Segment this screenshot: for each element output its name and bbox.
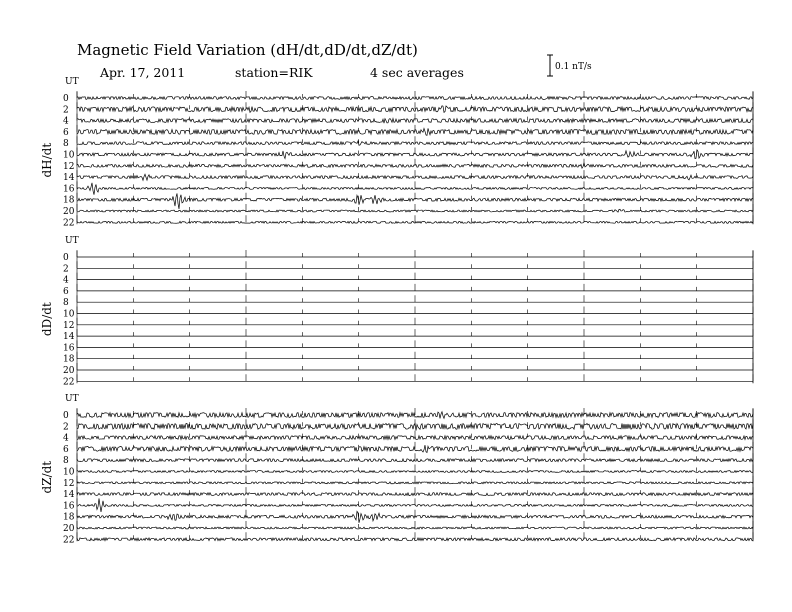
trace-row bbox=[63, 442, 753, 455]
hour-tick-label: 22 bbox=[63, 377, 75, 388]
hour-tick-label: 10 bbox=[63, 467, 75, 478]
hour-tick-label: 6 bbox=[63, 127, 69, 138]
hour-tick-label: 0 bbox=[63, 253, 69, 263]
trace-row bbox=[63, 352, 753, 365]
panel-ylabel: dD/dt bbox=[40, 302, 54, 337]
trace-row bbox=[63, 307, 753, 320]
hour-tick-label: 8 bbox=[63, 298, 69, 309]
trace-row bbox=[63, 465, 753, 478]
ut-axis-label: UT bbox=[65, 394, 79, 404]
hour-tick-label: 8 bbox=[63, 139, 69, 150]
station-label: station=RIK bbox=[235, 65, 313, 80]
scale-bar bbox=[547, 55, 592, 76]
hour-tick-label: 0 bbox=[63, 411, 69, 421]
trace-line bbox=[77, 423, 753, 430]
trace-row bbox=[63, 498, 753, 512]
hour-tick-label: 4 bbox=[63, 116, 69, 127]
hour-tick-label: 18 bbox=[63, 195, 75, 206]
hour-tick-label: 6 bbox=[63, 444, 69, 455]
trace-row bbox=[63, 453, 753, 466]
trace-row bbox=[63, 476, 753, 489]
hour-tick-label: 8 bbox=[63, 456, 69, 467]
hour-tick-label: 10 bbox=[63, 309, 75, 320]
trace-row bbox=[63, 284, 753, 297]
trace-line bbox=[77, 436, 753, 440]
hour-tick-label: 20 bbox=[63, 524, 75, 534]
panel-dd-dt bbox=[40, 236, 753, 387]
trace-row bbox=[63, 295, 753, 308]
averaging-label: 4 sec averages bbox=[370, 65, 464, 80]
trace-line bbox=[77, 119, 753, 124]
trace-row bbox=[63, 318, 753, 331]
hour-tick-label: 2 bbox=[63, 264, 69, 275]
trace-row bbox=[63, 159, 753, 172]
ut-axis-label: UT bbox=[65, 77, 79, 87]
hour-tick-label: 2 bbox=[63, 422, 69, 433]
trace-row bbox=[63, 261, 753, 274]
hour-tick-label: 10 bbox=[63, 150, 75, 161]
panel-ylabel: dZ/dt bbox=[40, 460, 54, 494]
hour-tick-label: 14 bbox=[63, 332, 75, 343]
trace-row bbox=[63, 273, 753, 286]
ut-axis-label: UT bbox=[65, 236, 79, 246]
hour-tick-label: 22 bbox=[63, 218, 75, 229]
hour-tick-label: 2 bbox=[63, 105, 69, 116]
trace-row bbox=[63, 374, 753, 387]
date-label: Apr. 17, 2011 bbox=[100, 65, 186, 80]
hour-tick-label: 20 bbox=[63, 207, 75, 217]
hour-tick-label: 12 bbox=[63, 161, 75, 172]
trace-row bbox=[63, 521, 753, 534]
trace-row bbox=[63, 532, 753, 545]
hour-tick-label: 12 bbox=[63, 320, 75, 331]
trace-row bbox=[63, 204, 753, 217]
hour-tick-label: 4 bbox=[63, 433, 69, 444]
hour-tick-label: 16 bbox=[63, 184, 75, 195]
panel-ylabel: dH/dt bbox=[40, 142, 54, 178]
hour-tick-label: 12 bbox=[63, 478, 75, 489]
trace-row bbox=[63, 408, 753, 421]
trace-row bbox=[63, 510, 753, 523]
hour-tick-label: 16 bbox=[63, 343, 75, 354]
scale-bar-label: 0.1 nT/s bbox=[555, 62, 592, 72]
hour-tick-label: 14 bbox=[63, 490, 75, 501]
trace-row bbox=[63, 193, 753, 209]
trace-row bbox=[63, 114, 753, 127]
trace-row bbox=[63, 102, 753, 115]
trace-row bbox=[63, 419, 753, 432]
chart-title: Magnetic Field Variation (dH/dt,dD/dt,dZ/dt) bbox=[77, 41, 418, 59]
trace-row bbox=[63, 125, 753, 138]
trace-row bbox=[63, 487, 753, 500]
hour-tick-label: 6 bbox=[63, 286, 69, 297]
hour-tick-label: 0 bbox=[63, 94, 69, 104]
hour-tick-label: 22 bbox=[63, 535, 75, 546]
hour-tick-label: 4 bbox=[63, 275, 69, 286]
hour-tick-label: 20 bbox=[63, 366, 75, 376]
trace-row bbox=[63, 431, 753, 444]
panel-dz-dt bbox=[40, 394, 753, 545]
panels-group bbox=[40, 77, 753, 545]
hour-tick-label: 18 bbox=[63, 354, 75, 365]
hour-tick-label: 18 bbox=[63, 512, 75, 523]
trace-row bbox=[63, 148, 753, 161]
panel-dh-dt bbox=[40, 77, 753, 228]
hour-tick-label: 14 bbox=[63, 173, 75, 184]
trace-row bbox=[63, 170, 753, 183]
trace-row bbox=[63, 363, 753, 376]
hour-tick-label: 16 bbox=[63, 501, 75, 512]
trace-row bbox=[63, 250, 753, 263]
trace-row bbox=[63, 136, 753, 149]
trace-row bbox=[63, 340, 753, 353]
trace-row bbox=[63, 329, 753, 342]
trace-row bbox=[63, 91, 753, 104]
trace-row bbox=[63, 181, 753, 194]
trace-row bbox=[63, 215, 753, 228]
